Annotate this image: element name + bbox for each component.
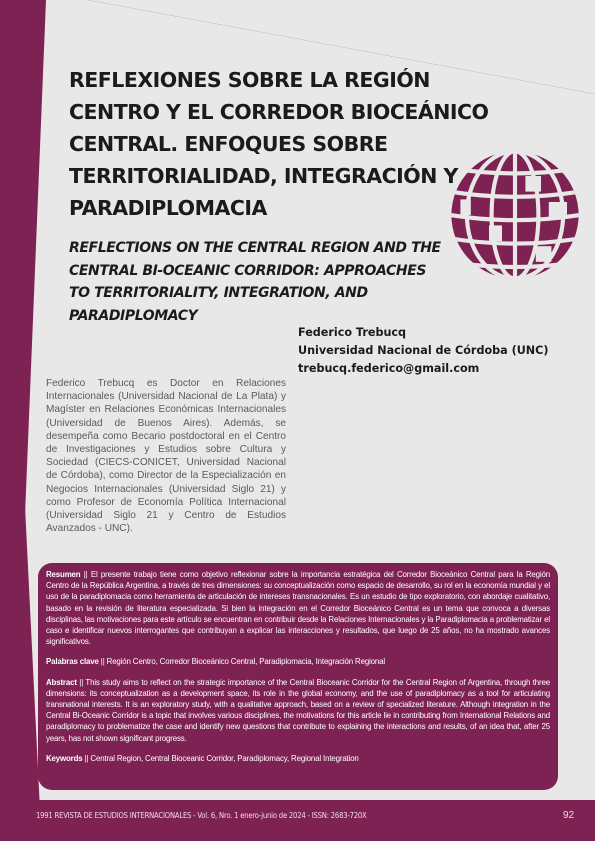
author-affiliation: Universidad Nacional de Córdoba (UNC) — [298, 344, 549, 357]
palabras-clave-separator: || — [98, 657, 107, 667]
keywords-separator: || — [82, 753, 91, 763]
author-email[interactable]: trebucq.federico@gmail.com — [298, 362, 480, 375]
title-spanish: REFLEXIONES SOBRE LA REGIÓN CENTRO Y EL CORREDOR BIOCEÁNICO CENTRAL. ENFOQUES SOBRE TERRITORIALIDAD, INTEGRACIÓN Y PARADIPLOMACIA — [69, 68, 489, 220]
abstract-label: Abstract — [46, 677, 77, 687]
author-name: Federico Trebucq — [298, 326, 407, 339]
journal-footer: 1991 REVISTA DE ESTUDIOS INTERNACIONALES - Vol. 6, Nro. 1 enero-junio de 2024 - ISSN: 2683-720X — [36, 811, 367, 820]
abstract-separator: || — [76, 677, 86, 687]
abstract-text: This study aims to reflect on the strategic importance of the Central Bioceanic Corridor for the Central Region of Argentina, through three dimensions: its conceptualization as a development space, its role in the global economy, and the use of paradiplomacy as a tool for articulating transnational interests. It is an exploratory study, with a qualitative approach, based on a review of specialized literature. Although integration in the Central Bi-Oceanic Corridor is a topic that involves various disciplines, the motivations for this article lie in contributing from International Relations and paradiplomacy to problematize the case and identify new questions that contribute to explaining the interactions and results, of an idea that, after 25 years, has not shown significant progress. — [46, 677, 550, 743]
page-number: 92 — [563, 810, 575, 821]
palabras-clave-label: Palabras clave — [46, 657, 99, 667]
resumen-text: El presente trabajo tiene como objetivo reflexionar sobre la importancia estratégica del Corredor Bioceánico Central para la Región Centro de la República Argentina, a través de tres dimensiones: su conceptualización como espacio de desarrollo, su rol en la economía mundial y el uso de la paradiplomacia como herramienta de articulación de intereses transnacionales. Es un estudio de tipo exploratorio, con abordaje cualitativo, basado en la revisión de literatura especializada. Si bien la integración en el Corredor Bioceánico Central es un tema que convoca a diversas disciplinas, las motivaciones para este artículo se encuentran en contribuir desde la Relaciones Internacionales y la Paradiplomacia a problematizar el caso e identificar nuevos interrogantes que contribuyan a explicar las interacciones y resultados, que luego de 25 años, no ha mostrado avances significativos. — [46, 570, 550, 647]
abstract-box — [38, 563, 558, 790]
author-bio: Federico Trebucq es Doctor en Relaciones Internacionales (Universidad Nacional de La Plata) y Magíster en Relaciones Económicas Internacionales (Universidad de Buenos Aires). Además, se desempeña como Becario postdoctoral en el Centro de Investigaciones y Estudios sobre Cultura y Sociedad (CIECS-CONICET, Universidad Nacional de Córdoba), como Director de la Especialización en Negocios Internacionales (Universidad Siglo 21) y como Profesor de Economía Política Internacional (Universidad Siglo 21 y Centro de Estudios Avanzados - UNC). — [46, 378, 286, 535]
author-block — [298, 324, 558, 378]
keywords-paragraph — [46, 753, 550, 764]
abstract-paragraph — [46, 677, 550, 744]
title-english: REFLECTIONS ON THE CENTRAL REGION AND THE CENTRAL BI-OCEANIC CORRIDOR: APPROACHES TO TERRITORIALITY, INTEGRATION, AND PARADIPLOMACY — [69, 240, 441, 324]
resumen-separator: || — [80, 570, 91, 579]
keywords-label: Keywords — [46, 753, 83, 763]
palabras-clave-paragraph — [46, 656, 550, 667]
keywords-text: Central Region, Central Bioceanic Corridor, Paradiplomacy, Regional Integration — [90, 753, 359, 763]
resumen-label: Resumen — [46, 570, 81, 579]
palabras-clave-text: Región Centro, Corredor Bioceánico Central, Paradiplomacia, Integración Regional — [106, 657, 385, 667]
footer-band — [0, 800, 595, 841]
resumen-paragraph — [46, 569, 550, 647]
